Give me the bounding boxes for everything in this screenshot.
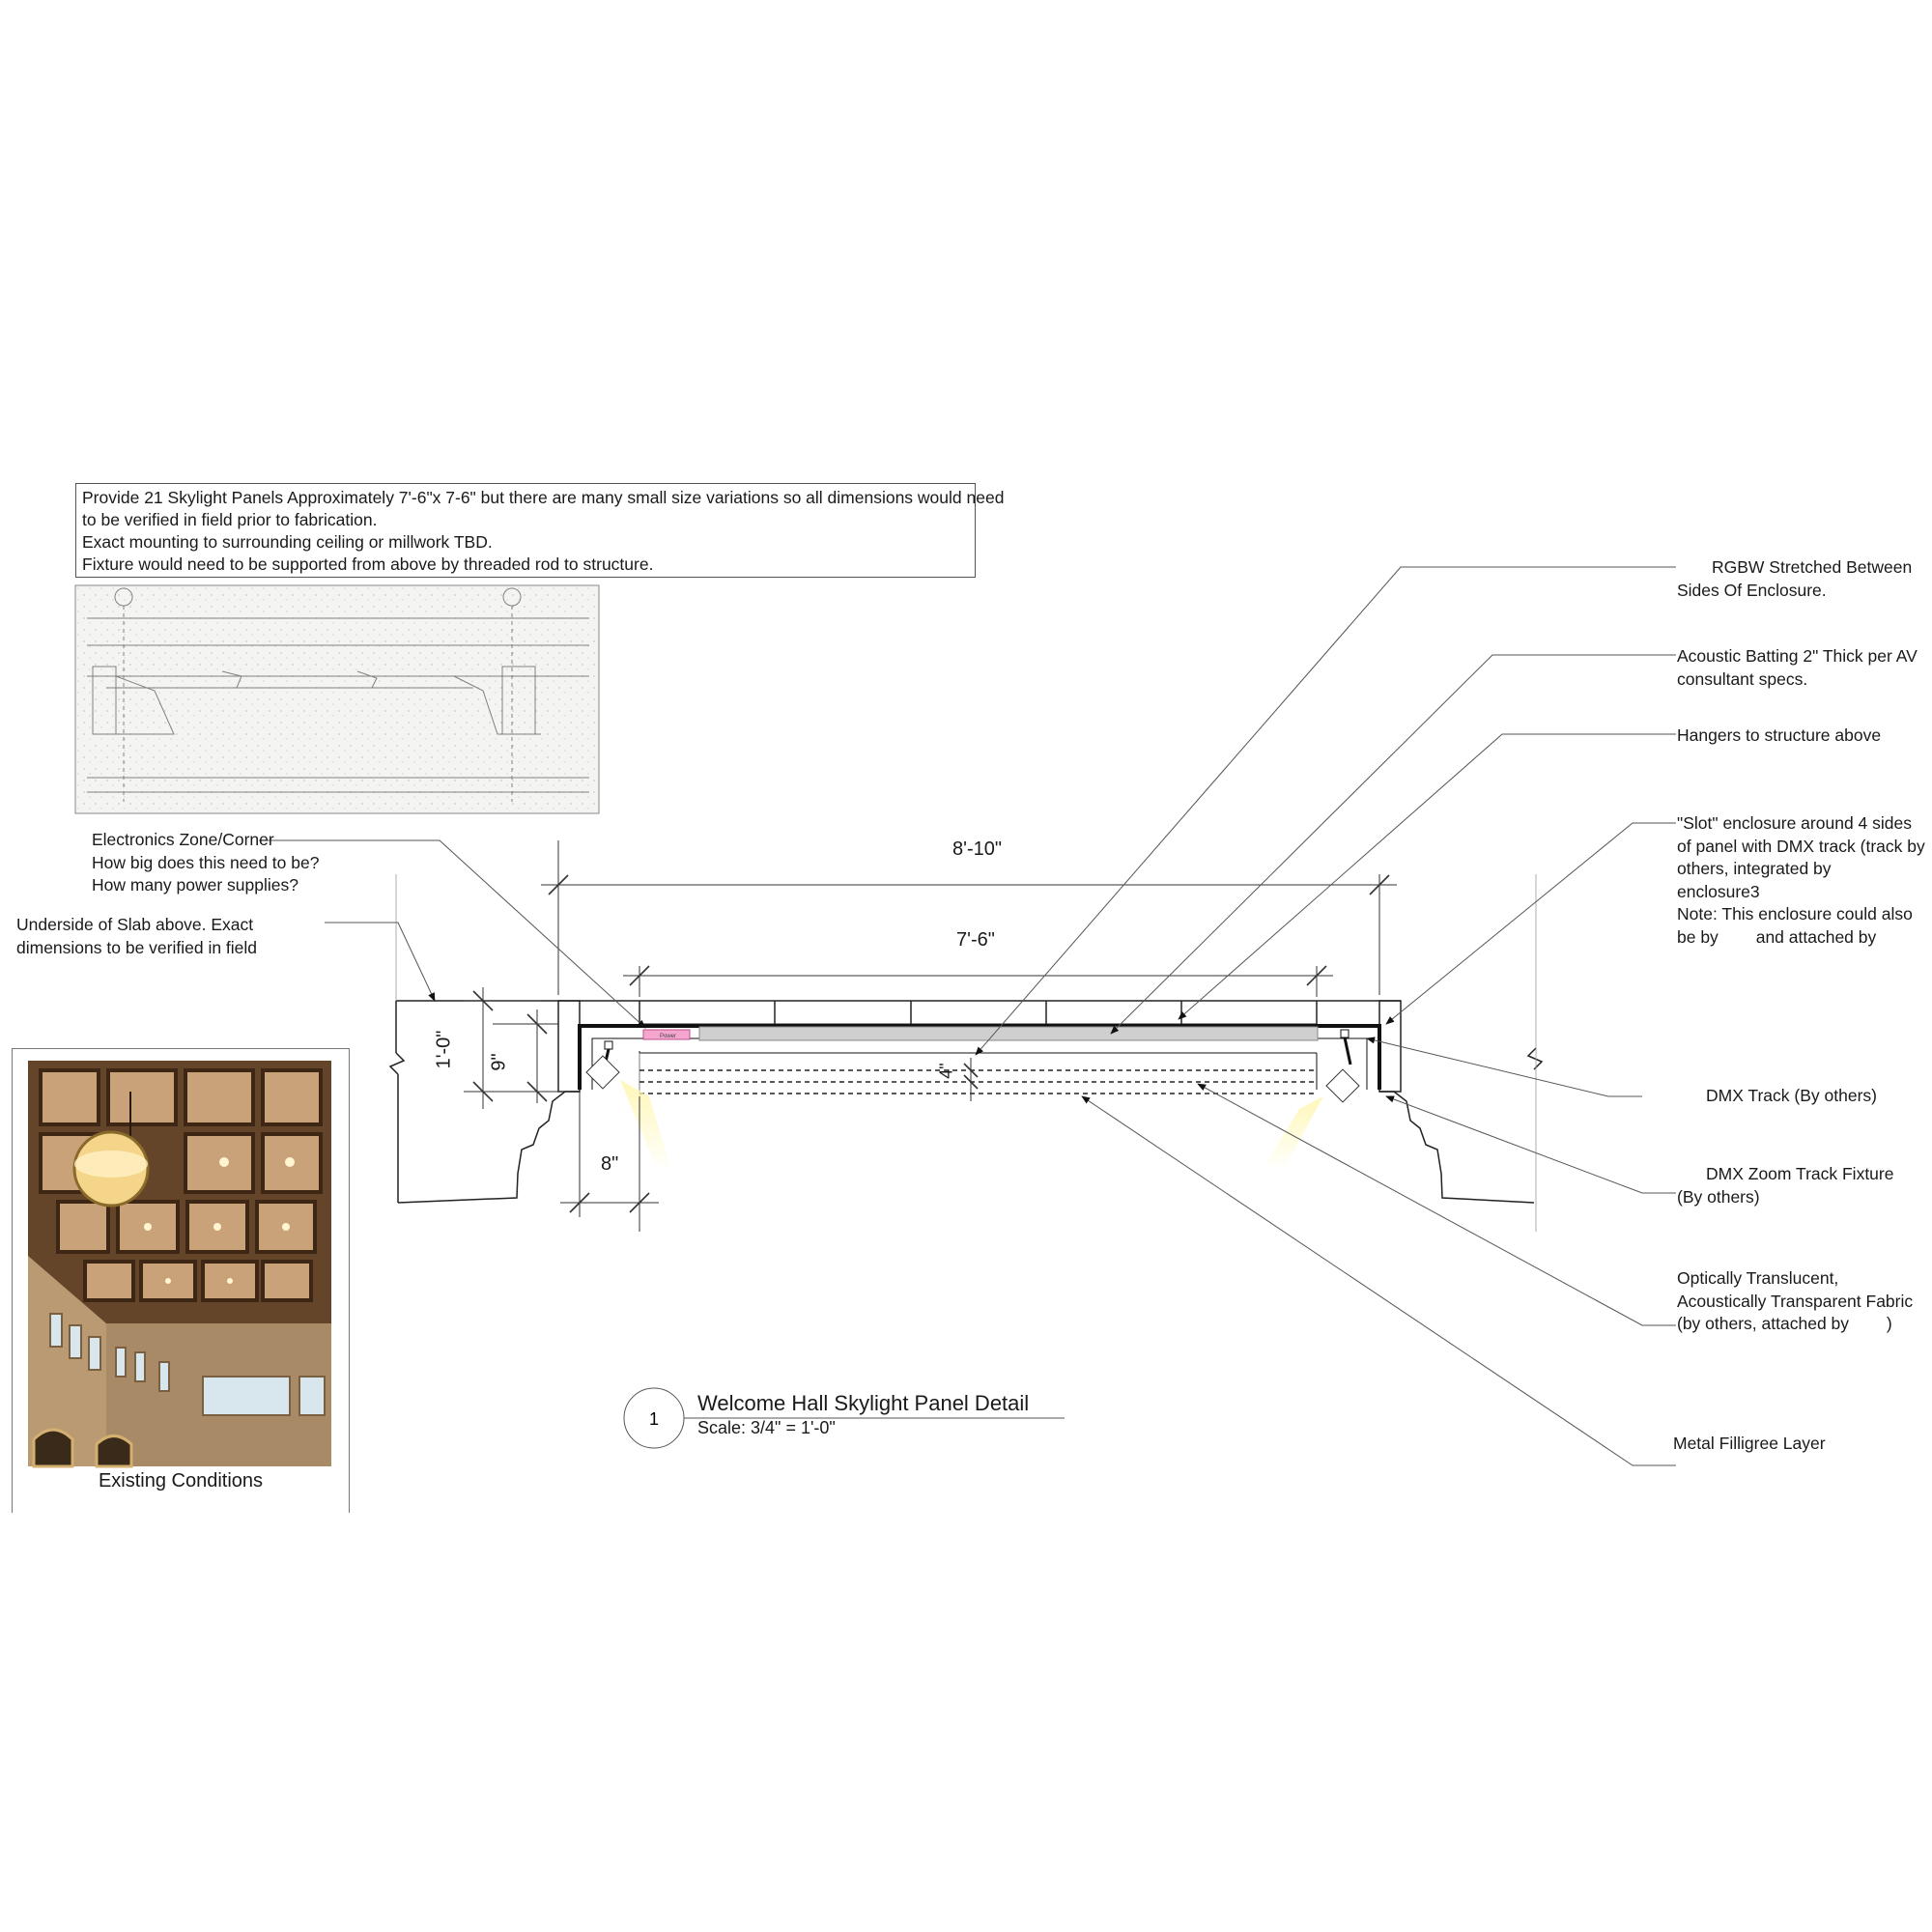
- callout-line: Underside of Slab above. Exact: [16, 915, 254, 934]
- dmx-track-leader: [1367, 1038, 1642, 1096]
- dmx-zoom-callout: [1677, 1163, 1893, 1208]
- note-line: Fixture would need to be supported from above by threaded rod to structure.: [82, 554, 654, 574]
- dim-height: 1'-0": [433, 1030, 455, 1069]
- slab-callout: [16, 914, 257, 959]
- dim-panel: 7'-6": [956, 929, 995, 951]
- callout-line: How big does this need to be?: [92, 852, 320, 872]
- callout-line: Metal Filligree Layer: [1673, 1434, 1826, 1453]
- callout-line: of panel with DMX track (track by: [1677, 836, 1925, 856]
- callout-line: (By others): [1677, 1186, 1760, 1207]
- detail-title: Welcome Hall Skylight Panel Detail: [697, 1391, 1030, 1415]
- hangers-leader: [1179, 734, 1676, 1019]
- power-label: Power: [660, 1034, 677, 1039]
- acoustic-batting-callout: [1677, 645, 1918, 691]
- dim-overall: 8'-10": [952, 838, 1002, 860]
- callout-line: Acoustically Transparent Fabric: [1677, 1291, 1914, 1311]
- callout-line: How many power supplies?: [92, 875, 298, 895]
- filligree-leader: [1082, 1096, 1676, 1465]
- hangers-callout: [1677, 724, 1881, 748]
- acoustic-batting: [699, 1027, 1318, 1040]
- left-beam: [398, 1001, 580, 1203]
- rgbw-leader: [976, 567, 1676, 1055]
- note-line: Provide 21 Skylight Panels Approximately 7'-6"x 7-6" but there are many small size variations so all dimensions would need: [82, 488, 1005, 507]
- callout-line: consultant specs.: [1677, 668, 1808, 689]
- photo-caption: Existing Conditions: [98, 1470, 264, 1492]
- callout-line: Note: This enclosure could also: [1677, 904, 1913, 923]
- fabric-leader: [1198, 1084, 1676, 1325]
- callout-line: Sides Of Enclosure.: [1677, 580, 1827, 600]
- slot-enclosure-callout: [1677, 812, 1925, 949]
- rgbw-callout: [1677, 556, 1912, 602]
- fabric-callout: [1677, 1267, 1913, 1336]
- note-line: to be verified in field prior to fabrication.: [82, 510, 378, 529]
- callout-line: Electronics Zone/Corner: [92, 830, 274, 849]
- callout-line: enclosure3: [1677, 881, 1760, 901]
- detail-scale: Scale: 3/4" = 1'-0": [697, 1418, 836, 1437]
- callout-line: others, integrated by: [1677, 859, 1832, 878]
- historic-drawing-thumbnail: [75, 585, 599, 813]
- right-beam: [1379, 1001, 1534, 1203]
- dim-four: 4": [936, 1063, 956, 1079]
- callout-line: dimensions to be verified in field: [16, 937, 258, 957]
- dim-eight: 8": [601, 1153, 619, 1175]
- note-line: Exact mounting to surrounding ceiling or millwork TBD.: [82, 532, 493, 552]
- callout-line: DMX Zoom Track Fixture: [1706, 1164, 1894, 1183]
- electronics-zone-callout: [92, 829, 319, 897]
- callout-line: Acoustic Batting 2" Thick per AV: [1677, 646, 1918, 666]
- callout-line: "Slot" enclosure around 4 sides: [1677, 813, 1912, 833]
- left-zoom-fixture: [586, 1041, 671, 1174]
- callout-line: DMX Track (By others): [1706, 1086, 1877, 1105]
- callout-line: be by and attached by: [1677, 926, 1877, 947]
- callout-line: Hangers to structure above: [1677, 725, 1882, 745]
- batting-leader: [1111, 655, 1676, 1034]
- filligree-callout: [1673, 1433, 1826, 1456]
- right-zoom-fixture: [1265, 1030, 1359, 1171]
- slab-leader: [325, 923, 435, 1001]
- detail-number: 1: [648, 1409, 660, 1429]
- callout-line: RGBW Stretched Between: [1712, 557, 1913, 577]
- callout-line: (by others, attached by ): [1677, 1314, 1892, 1333]
- slot-leader: [1386, 823, 1676, 1024]
- callout-line: Optically Translucent,: [1677, 1268, 1839, 1288]
- dmx-track-callout: [1706, 1085, 1877, 1108]
- photo-frame: [12, 1048, 350, 1513]
- dmx-zoom-leader: [1386, 1096, 1676, 1193]
- dim-nine: 9": [488, 1053, 510, 1071]
